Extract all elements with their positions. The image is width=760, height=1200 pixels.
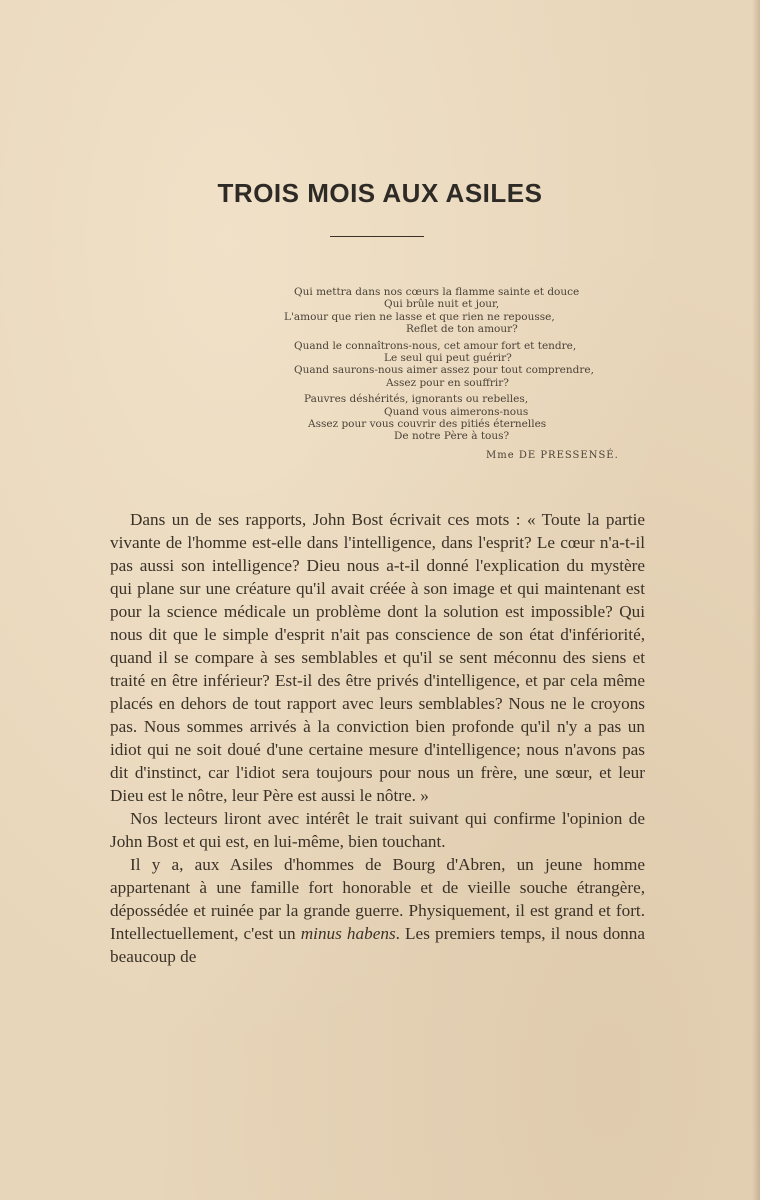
poem-line: L'amour que rien ne lasse et que rien ne repousse,	[284, 310, 555, 323]
poem-signature: Mme DE PRESSENSÉ.	[486, 450, 619, 461]
poem-stanza-3	[284, 393, 654, 443]
poem-stanza-1	[284, 286, 654, 336]
article-title: TROIS MOIS AUX ASILES	[217, 178, 543, 208]
paragraph-3-italic: minus habens	[300, 924, 396, 943]
poem-line: Assez pour en souffrir?	[386, 376, 509, 389]
poem-stanza-2	[284, 340, 654, 390]
poem-line: Qui brûle nuit et jour,	[384, 298, 500, 311]
poem-line: Pauvres déshérités, ignorants ou rebelles,	[304, 393, 529, 406]
poem-line: Le seul qui peut guérir?	[384, 352, 512, 365]
title-rule	[330, 236, 424, 237]
paragraph-1: Dans un de ses rapports, John Bost écrivait ces mots : « Toute la partie vivante de l'homme est-elle dans l'intelligence, dans l'esprit? Le cœur n'a-t-il pas aussi son intelligence? Dieu nous a-t-il donné l'explication du mystère qui plane sur une créature qu'il avait créée à son image et qui maintenant est pour la science médicale un problème dont la solution est impossible? Qui nous dit que le simple d'esprit n'ait pas conscience de son état d'infériorité, quand il se compare à ses semblables et qu'il se sent méconnu des siens et traité en être inférieur? Est-il des être privés d'intelligence, et par cela même placés en dehors de tout rapport avec leurs semblables? Nous ne le croyons pas. Nous sommes arrivés à la conviction bien profonde qu'il n'y a pas un idiot qui ne soit doué d'une certaine mesure d'intelligence; nous n'avons pas dit d'instinct, car l'idiot sera toujours pour nous un frère, une sœur, et leur Dieu est le nôtre, leur Père est aussi le nôtre. »	[110, 510, 645, 805]
paragraph-3-start: Il y a, aux Asiles d'hommes de Bourg d'Abren, un jeune homme appartenant à une famille fort honorable et de vieille souche étrangère, dépossédée et ruinée par la grande guerre. Physiquement, il est grand et fort. Intellectuellement, c'est un	[110, 855, 645, 943]
poem-line: Qui mettra dans nos cœurs la flamme sainte et douce	[294, 286, 580, 298]
paragraph-2: Nos lecteurs liront avec intérêt le trait suivant qui confirme l'opinion de John Bost et qui est, en lui-même, bien touchant.	[110, 809, 645, 851]
paragraph-3	[110, 853, 645, 968]
poem-line: Quand vous aimerons-nous	[384, 405, 529, 418]
paragraph-3-end: . Les premiers temps, il nous donna beaucoup de	[110, 924, 646, 966]
poem-line: Assez pour vous couvrir des pitiés éternelles	[308, 418, 547, 431]
poem-line: Quand le connaîtrons-nous, cet amour fort et tendre,	[294, 339, 577, 352]
article-body	[110, 508, 645, 968]
poem-line: De notre Père à tous?	[394, 430, 510, 443]
poem-line: Quand saurons-nous aimer assez pour tout comprendre,	[294, 364, 594, 377]
poem-line: Reflet de ton amour?	[406, 323, 518, 336]
epigraph-poem	[284, 286, 654, 447]
